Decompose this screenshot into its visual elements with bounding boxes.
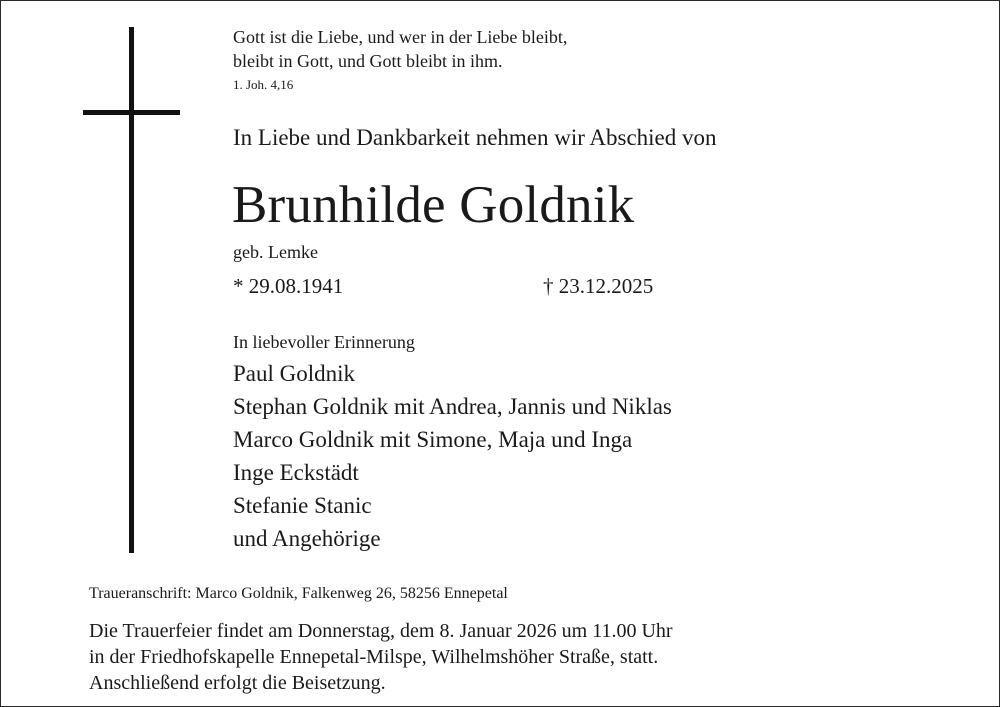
mourning-address: Traueranschrift: Marco Goldnik, Falkenweg 26, 58256 Ennepetal: [89, 585, 508, 602]
memory-label: In liebevoller Erinnerung: [233, 332, 415, 352]
mourner-name: Stephan Goldnik mit Andrea, Jannis und Niklas: [233, 394, 672, 419]
birth-date: * 29.08.1941: [233, 274, 344, 298]
death-date: † 23.12.2025: [543, 274, 654, 298]
bible-verse: [233, 25, 567, 73]
farewell-intro: In Liebe und Dankbarkeit nehmen wir Abschied von: [233, 125, 717, 150]
cross-vertical-bar: [129, 27, 134, 553]
verse-line: bleibt in Gott, und Gott bleibt in ihm.: [233, 51, 503, 71]
mourner-name: Stefanie Stanic: [233, 493, 372, 518]
mourner-name: Paul Goldnik: [233, 361, 356, 386]
ceremony-info: [89, 618, 673, 696]
mourners-list: [233, 357, 672, 555]
verse-reference: 1. Joh. 4,16: [233, 77, 294, 92]
mourner-name: Marco Goldnik mit Simone, Maja und Inga: [233, 427, 633, 452]
cross-horizontal-bar: [83, 110, 180, 115]
verse-line: Gott ist die Liebe, und wer in der Liebe bleibt,: [233, 27, 568, 47]
ceremony-line: Die Trauerfeier findet am Donnerstag, dem 8. Januar 2026 um 11.00 Uhr: [89, 620, 673, 642]
maiden-name: geb. Lemke: [233, 242, 318, 262]
mourner-name: Inge Eckstädt: [233, 460, 359, 485]
ceremony-line: Anschließend erfolgt die Beisetzung.: [89, 672, 386, 694]
deceased-name: Brunhilde Goldnik: [232, 176, 635, 234]
mourner-name: und Angehörige: [233, 526, 381, 551]
ceremony-line: in der Friedhofskapelle Ennepetal-Milspe, Wilhelmshöher Straße, statt.: [89, 646, 659, 668]
